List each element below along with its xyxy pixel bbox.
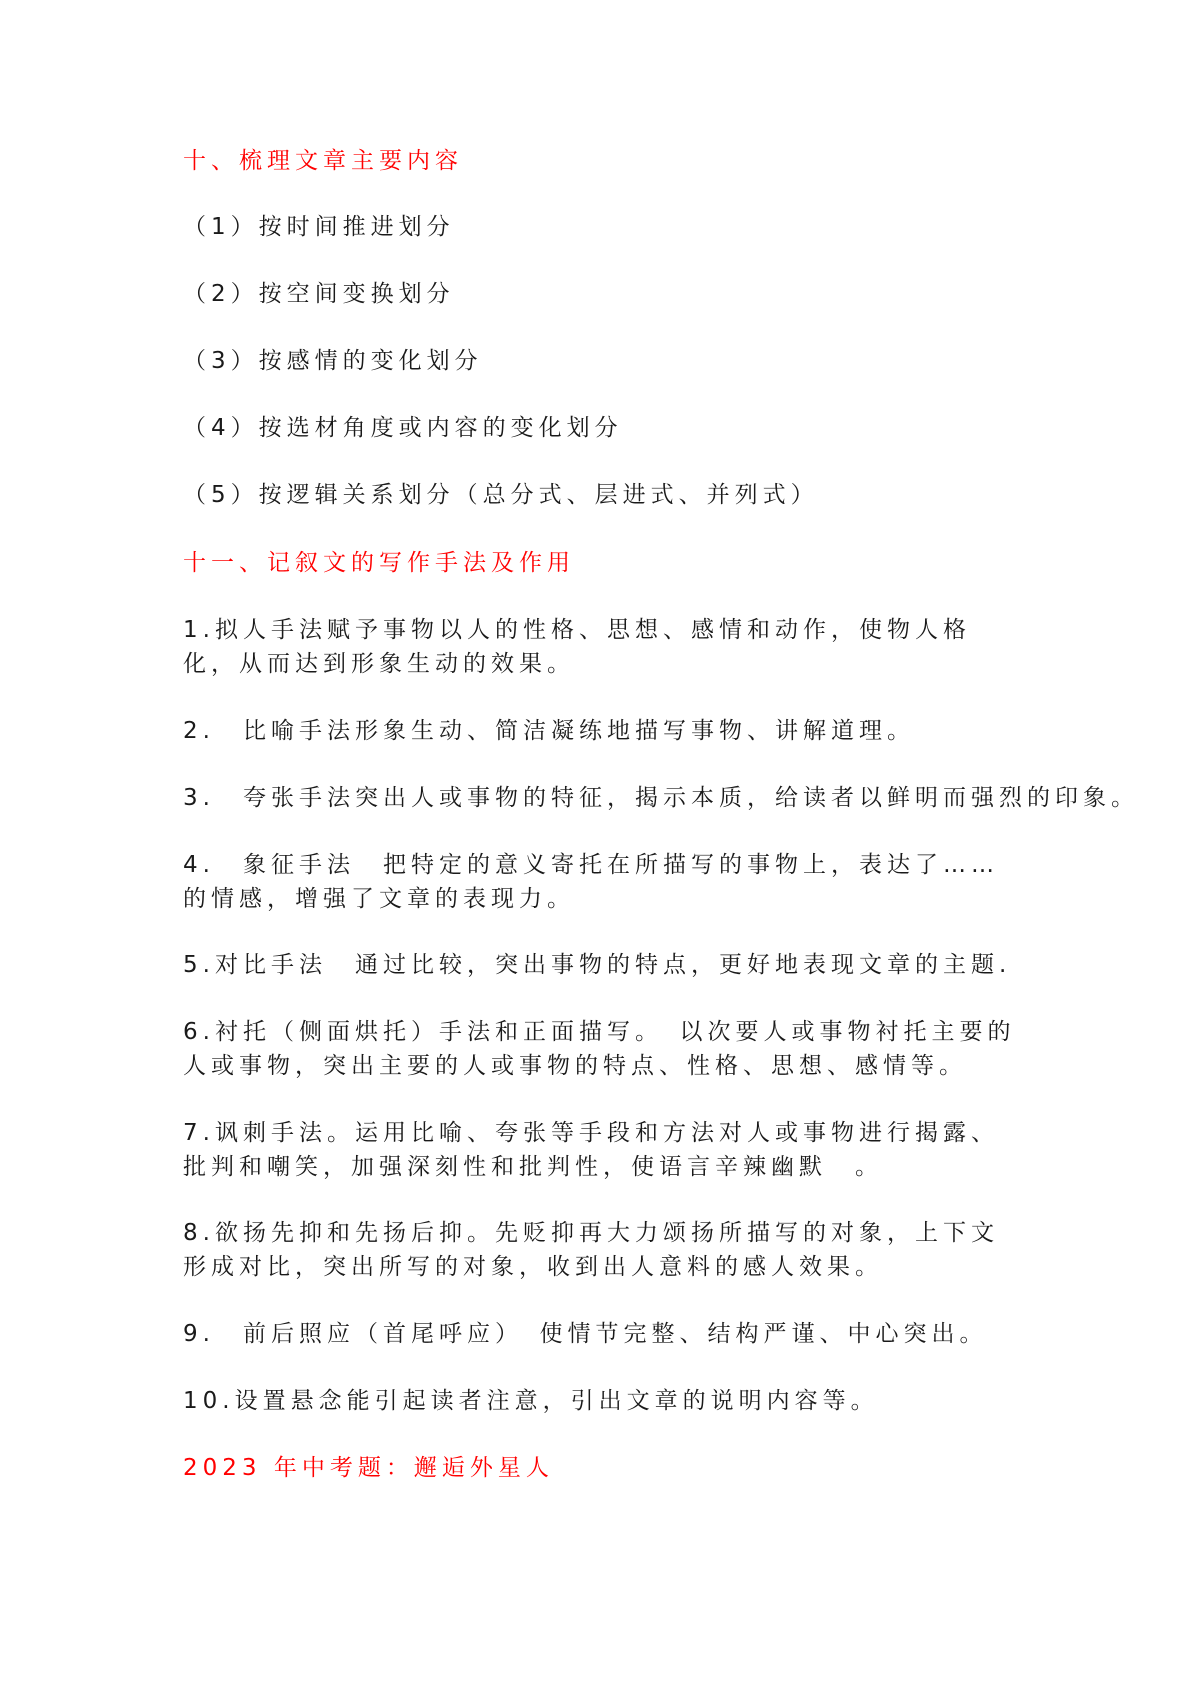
section-10-item-2: （2）按空间变换划分 [183,281,455,307]
section-11-item-3: 3. 夸张手法突出人或事物的特征，揭示本质，给读者以鲜明而强烈的印象。 [183,785,1139,811]
section-11-item-1: 1.拟人手法赋予事物以人的性格、思想、感情和动作，使物人格化，从而达到形象生动的效果。 [183,617,971,677]
section-10-item-3: （3）按感情的变化划分 [183,348,483,374]
section-11-item-2: 2. 比喻手法形象生动、简洁凝练地描写事物、讲解道理。 [183,718,915,744]
section-11-item-6: 6.衬托（侧面烘托）手法和正面描写。 以次要人或事物衬托主要的人或事物，突出主要的人或事物的特点、性格、思想、感情等。 [183,1019,1016,1079]
section-11-item-8: 8.欲扬先抑和先扬后抑。先贬抑再大力颂扬所描写的对象，上下文形成对比，突出所写的对象，收到出人意料的感人效果。 [183,1220,999,1280]
section-11-item-10: 10.设置悬念能引起读者注意，引出文章的说明内容等。 [183,1388,879,1414]
section-10-item-5: （5）按逻辑关系划分（总分式、层进式、并列式） [183,482,819,508]
section-11-heading: 十一、记叙文的写作手法及作用 [183,550,575,576]
section-10-item-1: （1）按时间推进划分 [183,214,455,240]
section-10-item-4: （4）按选材角度或内容的变化划分 [183,415,623,441]
exam-heading: 2023 年中考题：邂逅外星人 [183,1455,554,1481]
section-11-item-5: 5.对比手法 通过比较，突出事物的特点，更好地表现文章的主题. [183,952,1012,978]
section-11-item-7: 7.讽刺手法。运用比喻、夸张等手段和方法对人或事物进行揭露、批判和嘲笑，加强深刻性和批判性，使语言辛辣幽默 。 [183,1120,999,1180]
section-11-item-4: 4. 象征手法 把特定的意义寄托在所描写的事物上，表达了……的情感，增强了文章的表现力。 [183,852,999,912]
section-10-heading: 十、梳理文章主要内容 [183,148,463,174]
section-11-item-9: 9. 前后照应（首尾呼应） 使情节完整、结构严谨、中心突出。 [183,1321,988,1347]
